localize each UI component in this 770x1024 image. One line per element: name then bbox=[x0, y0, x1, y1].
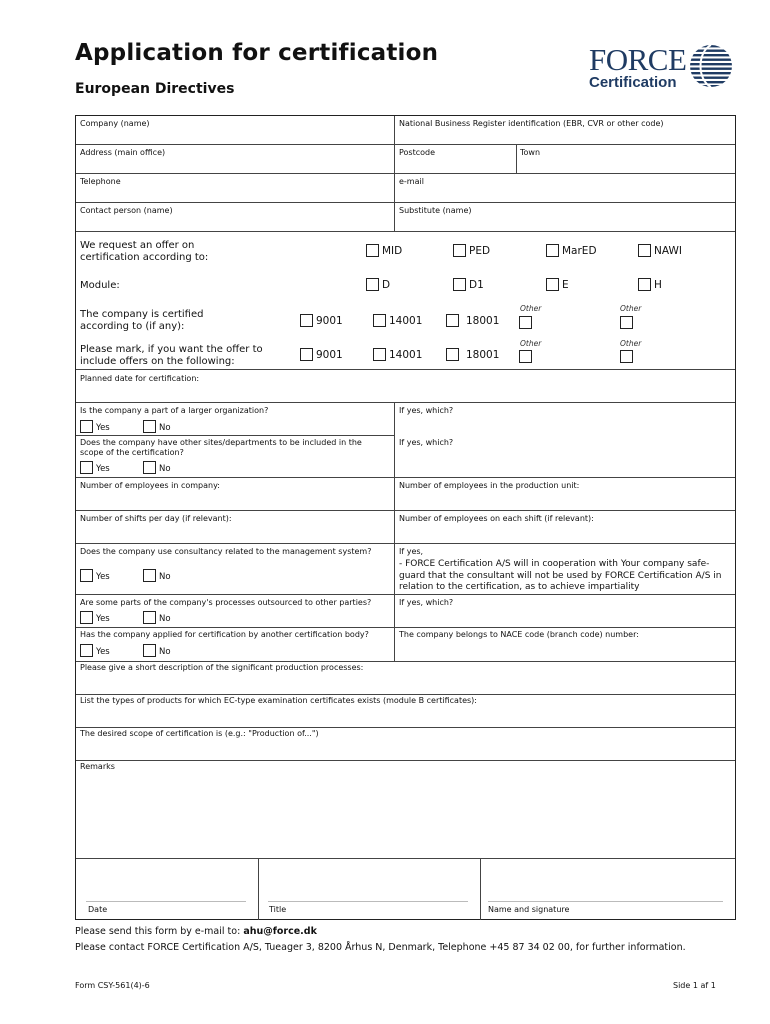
module-label: Module: bbox=[80, 280, 120, 291]
module-h-label: H bbox=[654, 279, 662, 291]
page-title: Application for certification bbox=[75, 40, 439, 66]
force-logo bbox=[585, 40, 715, 96]
offer-other-2-checkbox[interactable] bbox=[620, 350, 633, 363]
consultancy-no-checkbox[interactable] bbox=[143, 569, 156, 582]
offer-9001-label: 9001 bbox=[316, 349, 343, 361]
ped-label: PED bbox=[469, 245, 491, 257]
applied-other-yes-checkbox[interactable] bbox=[80, 644, 93, 657]
consultancy-yes-label: Yes bbox=[96, 572, 110, 582]
offer-label: We request an offer on certification according to: bbox=[80, 240, 209, 263]
form-number: Form CSY-561(4)-6 bbox=[75, 981, 150, 990]
cert-18001-label: 18001 bbox=[466, 315, 500, 327]
send-text: Please send this form by e-mail to: bbox=[75, 926, 241, 937]
ped-checkbox[interactable] bbox=[453, 244, 466, 257]
cert-other-2-checkbox[interactable] bbox=[620, 316, 633, 329]
cert-9001-label: 9001 bbox=[316, 315, 343, 327]
nace-label: The company belongs to NACE code (branch code) number: bbox=[399, 630, 639, 639]
employees-shift-label: Number of employees on each shift (if relevant): bbox=[399, 514, 594, 523]
offer-other-1-label: Other bbox=[520, 339, 542, 348]
logo-sub: Certification bbox=[589, 74, 677, 91]
outsourced-no-checkbox[interactable] bbox=[143, 611, 156, 624]
cert-other-1-label: Other bbox=[520, 304, 542, 313]
outsourced-label: Are some parts of the company's processes outsourced to other parties? bbox=[80, 598, 372, 607]
substitute-label: Substitute (name) bbox=[399, 206, 472, 215]
mared-label: MarED bbox=[562, 245, 597, 257]
nawi-label: NAWI bbox=[654, 245, 682, 257]
shifts-label: Number of shifts per day (if relevant): bbox=[80, 514, 232, 523]
cert-other-2-label: Other bbox=[620, 304, 642, 313]
consultancy-note-1: If yes, bbox=[399, 547, 424, 556]
offer-18001-label: 18001 bbox=[466, 349, 500, 361]
cert-18001-checkbox[interactable] bbox=[446, 314, 459, 327]
outsourced-yes-checkbox[interactable] bbox=[80, 611, 93, 624]
outsourced-which-label: If yes, which? bbox=[399, 598, 454, 607]
other-sites-no-checkbox[interactable] bbox=[143, 461, 156, 474]
other-sites-no-label: No bbox=[159, 464, 171, 474]
consultancy-note-2: - FORCE Certification A/S will in cooperation with Your company safe-guard that the consultant will not be used by FORCE Certification A/S in relation to the certification, as to achieve impartiality bbox=[399, 559, 722, 592]
consultancy-label: Does the company use consultancy related to the management system? bbox=[80, 547, 372, 556]
employees-production-label: Number of employees in the production unit: bbox=[399, 481, 580, 490]
employees-company-label: Number of employees in company: bbox=[80, 481, 220, 490]
contact-email[interactable]: ahu@force.dk bbox=[243, 926, 317, 937]
mared-checkbox[interactable] bbox=[546, 244, 559, 257]
contact-info: Please contact FORCE Certification A/S, Tueager 3, 8200 Århus N, Denmark, Telephone +45 87 34 02 00, for further information. bbox=[75, 942, 686, 953]
applied-other-yes-label: Yes bbox=[96, 647, 110, 657]
nawi-checkbox[interactable] bbox=[638, 244, 651, 257]
offer-18001-checkbox[interactable] bbox=[446, 348, 459, 361]
outsourced-no-label: No bbox=[159, 614, 171, 624]
scope-label: The desired scope of certification is (e.g.: "Production of...") bbox=[80, 729, 319, 738]
other-sites-which-label: If yes, which? bbox=[399, 438, 454, 447]
application-form bbox=[75, 115, 736, 920]
address-label: Address (main office) bbox=[80, 148, 166, 157]
other-sites-yes-label: Yes bbox=[96, 464, 110, 474]
module-d1-checkbox[interactable] bbox=[453, 278, 466, 291]
offer-include-label: Please mark, if you want the offer to include offers on the following: bbox=[80, 344, 263, 367]
module-e-label: E bbox=[562, 279, 569, 291]
page-subtitle: European Directives bbox=[75, 81, 235, 97]
page-number: Side 1 af 1 bbox=[673, 981, 716, 990]
consultancy-yes-checkbox[interactable] bbox=[80, 569, 93, 582]
consultancy-no-label: No bbox=[159, 572, 171, 582]
planned-date-label: Planned date for certification: bbox=[80, 374, 200, 383]
module-e-checkbox[interactable] bbox=[546, 278, 559, 291]
telephone-label: Telephone bbox=[80, 177, 121, 186]
national-register-label: National Business Register identification (EBR, CVR or other code) bbox=[399, 119, 664, 128]
larger-org-yes-checkbox[interactable] bbox=[80, 420, 93, 433]
applied-other-no-label: No bbox=[159, 647, 171, 657]
outsourced-yes-label: Yes bbox=[96, 614, 110, 624]
title-label: Title bbox=[269, 905, 287, 914]
town-label: Town bbox=[520, 148, 541, 157]
mid-checkbox[interactable] bbox=[366, 244, 379, 257]
applied-other-no-checkbox[interactable] bbox=[143, 644, 156, 657]
products-label: List the types of products for which EC-type examination certificates exists (module B certificates): bbox=[80, 696, 477, 705]
logo-word: FORCE bbox=[589, 42, 687, 77]
applied-other-label: Has the company applied for certification by another certification body? bbox=[80, 630, 369, 639]
cert-other-1-checkbox[interactable] bbox=[519, 316, 532, 329]
other-sites-yes-checkbox[interactable] bbox=[80, 461, 93, 474]
postcode-label: Postcode bbox=[399, 148, 436, 157]
larger-org-no-checkbox[interactable] bbox=[143, 420, 156, 433]
offer-14001-label: 14001 bbox=[389, 349, 423, 361]
send-instructions bbox=[75, 926, 317, 937]
globe-icon bbox=[689, 44, 733, 88]
company-name-label: Company (name) bbox=[80, 119, 150, 128]
cert-14001-checkbox[interactable] bbox=[373, 314, 386, 327]
offer-other-1-checkbox[interactable] bbox=[519, 350, 532, 363]
larger-org-no-label: No bbox=[159, 423, 171, 433]
mid-label: MID bbox=[382, 245, 403, 257]
cert-14001-label: 14001 bbox=[389, 315, 423, 327]
module-d-checkbox[interactable] bbox=[366, 278, 379, 291]
other-sites-label: Does the company have other sites/departments to be included in the scope of the certification? bbox=[80, 438, 362, 457]
larger-org-label: Is the company a part of a larger organization? bbox=[80, 406, 269, 415]
certified-label: The company is certified according to (if any): bbox=[80, 309, 204, 332]
larger-org-yes-label: Yes bbox=[96, 423, 110, 433]
module-d-label: D bbox=[382, 279, 391, 291]
cert-9001-checkbox[interactable] bbox=[300, 314, 313, 327]
module-h-checkbox[interactable] bbox=[638, 278, 651, 291]
larger-org-which-label: If yes, which? bbox=[399, 406, 454, 415]
remarks-label: Remarks bbox=[80, 762, 115, 771]
offer-9001-checkbox[interactable] bbox=[300, 348, 313, 361]
name-signature-label: Name and signature bbox=[488, 905, 570, 914]
date-label: Date bbox=[88, 905, 108, 914]
offer-other-2-label: Other bbox=[620, 339, 642, 348]
contact-person-label: Contact person (name) bbox=[80, 206, 173, 215]
email-label: e-mail bbox=[399, 177, 424, 186]
module-d1-label: D1 bbox=[469, 279, 484, 291]
production-description-label: Please give a short description of the significant production processes: bbox=[80, 663, 364, 672]
offer-14001-checkbox[interactable] bbox=[373, 348, 386, 361]
